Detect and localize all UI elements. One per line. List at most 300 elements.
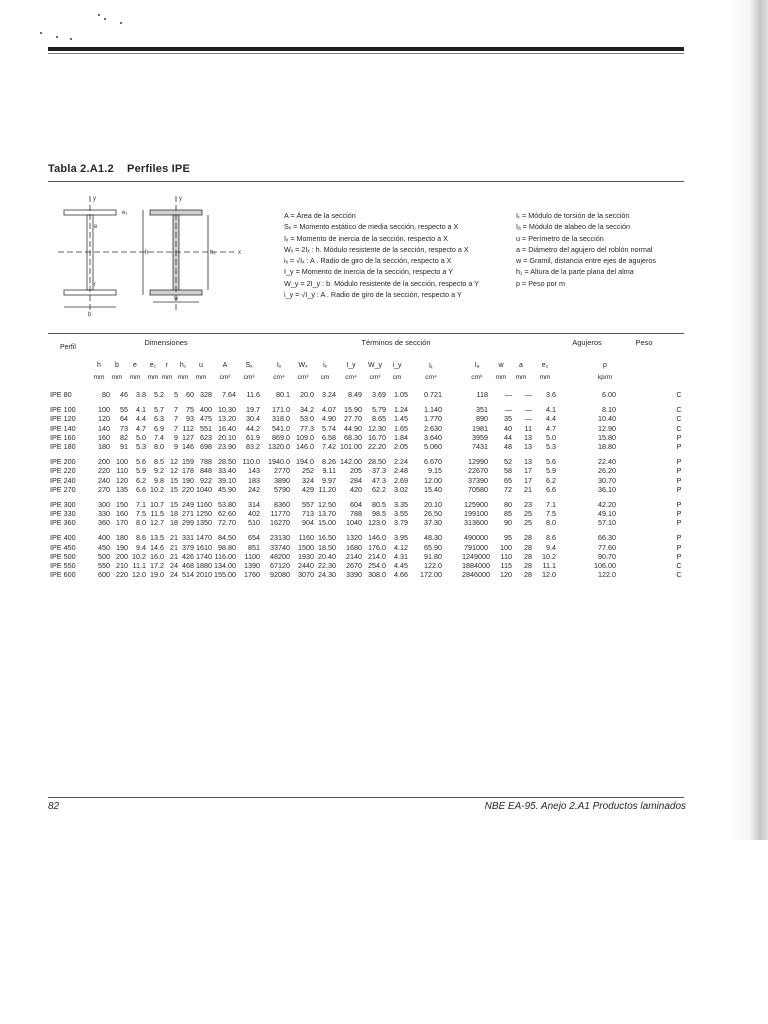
- table-cell: 351: [476, 405, 488, 415]
- table-cell: 143: [248, 466, 260, 476]
- table-cell: 11.6: [246, 390, 260, 399]
- table-cell: 5.0: [136, 432, 146, 442]
- table-cell: 176.0: [368, 542, 386, 552]
- table-cell: 1760: [244, 570, 260, 580]
- table-cell: 7: [174, 423, 178, 433]
- table-cell: 110: [500, 551, 512, 561]
- table-cell: 3.35: [394, 499, 408, 509]
- table-cell: 146.0: [368, 533, 386, 543]
- table-cell: 20.0: [300, 390, 314, 399]
- table-cell: 194.0: [296, 457, 314, 467]
- table-cell: 1249000: [462, 551, 490, 561]
- table-cell: 55: [120, 405, 128, 415]
- table-cell: 890: [476, 414, 488, 424]
- table-cell: 12: [170, 457, 178, 467]
- table-cell: 95: [504, 533, 512, 543]
- legend-line: u = Perímetro de la sección: [516, 233, 604, 243]
- legend-line: w = Gramil, distancia entre ejes de agujeros: [516, 256, 657, 266]
- table-cell: 19.0: [150, 570, 164, 580]
- diagram-label-y: y: [93, 196, 96, 202]
- table-cell: 6.2: [546, 475, 556, 485]
- table-cell: 1.140: [424, 405, 442, 415]
- row-class-code: C: [676, 390, 682, 399]
- table-cell: 100: [116, 457, 128, 467]
- column-unit: cm⁶: [471, 374, 483, 381]
- table-cell: 13.20: [218, 414, 236, 424]
- table-cell: 93: [186, 414, 194, 424]
- table-name: Perfiles IPE: [127, 163, 190, 175]
- header-terminos: Términos de sección: [361, 338, 431, 347]
- table-cell: 200: [98, 457, 110, 467]
- table-cell: 17: [524, 466, 532, 476]
- table-cell: 122.0: [598, 570, 616, 580]
- table-cell: 623: [200, 432, 212, 442]
- row-class-code: C: [676, 405, 682, 415]
- column-symbol: w: [498, 362, 504, 369]
- column-unit: mm: [177, 374, 189, 381]
- table-cell: 3.95: [394, 533, 408, 543]
- table-cell: 48: [504, 441, 512, 451]
- diagram-label-b: b: [88, 312, 92, 318]
- table-cell: 120: [500, 570, 512, 580]
- row-profile-name: IPE 200: [50, 457, 76, 467]
- table-cell: 84.50: [218, 533, 236, 543]
- column-symbol: i_y: [392, 362, 402, 369]
- table-cell: 120: [98, 414, 110, 424]
- table-cell: 12.0: [132, 570, 146, 580]
- table-cell: 98.80: [218, 542, 236, 552]
- row-profile-name: IPE 550: [50, 561, 76, 570]
- column-unit: mm: [195, 374, 207, 381]
- table-cell: 25: [524, 509, 532, 519]
- table-cell: 16.40: [218, 423, 236, 433]
- table-cell: 4.45: [394, 561, 408, 570]
- legend-line: Iₓ = Momento de inercia de la sección, respecto a X: [284, 233, 448, 243]
- table-cell: 1740: [196, 551, 212, 561]
- column-symbol: Iₐ: [474, 362, 480, 369]
- table-cell: 65: [504, 475, 512, 485]
- table-cell: 7.5: [136, 509, 146, 519]
- table-cell: 8.0: [154, 441, 164, 451]
- row-group: [48, 390, 684, 399]
- legend-line: i_y = √I_y : A . Radio de giro de la sección, respecto a Y: [284, 290, 462, 300]
- table-cell: 3070: [298, 570, 314, 580]
- table-cell: 110.0: [242, 457, 260, 467]
- table-cell: 5.7: [154, 405, 164, 415]
- table-cell: 160: [98, 432, 110, 442]
- table-cell: 11.20: [318, 484, 336, 494]
- table-cell: 5.3: [136, 441, 146, 451]
- column-unit: mm: [161, 374, 173, 381]
- table-cell: 4.4: [136, 414, 146, 424]
- table-cell: 57.10: [598, 518, 616, 528]
- legend-line: A = Área de la sección: [284, 211, 356, 220]
- table-cell: 100: [500, 542, 512, 552]
- table-cell: 150: [116, 499, 128, 509]
- table-cell: 429: [302, 484, 314, 494]
- table-cell: 20.10: [218, 432, 236, 442]
- table-cell: 183: [248, 475, 260, 485]
- table-cell: 30.70: [598, 475, 616, 485]
- table-cell: 13: [524, 457, 532, 467]
- table-cell: 20.40: [318, 551, 336, 561]
- row-group: [48, 405, 684, 451]
- column-unit: mm: [129, 374, 141, 381]
- table-cell: 551: [200, 423, 212, 433]
- table-cell: 110: [116, 466, 128, 476]
- page-number: 82: [48, 801, 60, 812]
- diagram-label-h1: h₁: [210, 250, 216, 256]
- table-cell: 7.42: [322, 441, 336, 451]
- table-cell: 3.24: [322, 390, 336, 399]
- table-cell: 475: [200, 414, 212, 424]
- table-cell: 12.0: [542, 570, 556, 580]
- table-cell: 65.90: [424, 542, 442, 552]
- table-cell: 12.30: [368, 423, 386, 433]
- table-cell: 13.5: [150, 533, 164, 543]
- table-cell: 3.8: [136, 390, 146, 399]
- table-row: [48, 424, 684, 433]
- table-cell: 52: [504, 457, 512, 467]
- table-cell: 0.721: [424, 390, 442, 399]
- table-cell: 46: [120, 390, 128, 399]
- table-cell: 5.0: [546, 432, 556, 442]
- table-cell: 1320.0: [268, 441, 290, 451]
- header-peso: Peso: [635, 338, 653, 347]
- legend-left: [284, 210, 506, 300]
- table-cell: 1320: [346, 533, 362, 543]
- column-unit: cm⁴: [273, 374, 285, 381]
- table-cell: 318.0: [272, 414, 290, 424]
- table-cell: 134.00: [214, 561, 236, 570]
- table-cell: 922: [200, 475, 212, 485]
- table-cell: 400: [200, 405, 212, 415]
- table-cell: 7.64: [222, 390, 236, 399]
- table-cell: 4.12: [394, 542, 408, 552]
- table-cell: 214.0: [368, 551, 386, 561]
- row-class-code: P: [676, 509, 682, 519]
- row-class-code: P: [676, 551, 682, 561]
- table-cell: 64: [120, 414, 128, 424]
- table-cell: 1160: [298, 533, 314, 543]
- table-cell: 271: [182, 509, 194, 519]
- table-cell: 21: [170, 551, 178, 561]
- footer-text: NBE EA-95. Anejo 2.A1 Productos laminados: [484, 801, 686, 812]
- table-cell: 90.70: [598, 551, 616, 561]
- table-label: Tabla 2.A1.2: [48, 163, 114, 175]
- table-cell: 5.2: [154, 390, 164, 399]
- table-cell: 331: [182, 533, 194, 543]
- table-cell: 171.0: [272, 405, 290, 415]
- table-cell: 22670: [468, 466, 488, 476]
- table-cell: 1.05: [394, 390, 408, 399]
- row-profile-name: IPE 300: [50, 499, 76, 509]
- table-cell: 90: [504, 518, 512, 528]
- table-cell: 9: [174, 432, 178, 442]
- table-row: [48, 457, 684, 466]
- table-cell: 15.80: [598, 432, 616, 442]
- table-cell: 1884000: [462, 561, 490, 570]
- table-cell: 21: [170, 533, 178, 543]
- diagram-label-e: e: [94, 224, 98, 230]
- table-cell: 1500: [298, 542, 314, 552]
- row-class-code: C: [676, 570, 682, 580]
- table-cell: 16.70: [368, 432, 386, 442]
- table-cell: 510: [248, 518, 260, 528]
- row-class-code: P: [676, 475, 682, 485]
- table-cell: 10.2: [132, 551, 146, 561]
- table-cell: 26.20: [598, 466, 616, 476]
- table-cell: —: [524, 414, 532, 424]
- table-cell: 9.2: [154, 466, 164, 476]
- table-cell: 851: [248, 542, 260, 552]
- table-cell: 159: [182, 457, 194, 467]
- table-cell: 109.0: [296, 432, 314, 442]
- column-unit: mm: [539, 374, 551, 381]
- diagram-label-w: w: [174, 296, 179, 302]
- table-cell: 15: [170, 484, 178, 494]
- table-cell: 1470: [196, 533, 212, 543]
- table-cell: 2.24: [394, 457, 408, 467]
- table-cell: —: [504, 405, 512, 415]
- header-agujeros: Agujeros: [572, 338, 602, 347]
- table-cell: 5.79: [372, 405, 386, 415]
- table-cell: 1981: [472, 423, 488, 433]
- table-cell: 35: [504, 414, 512, 424]
- table-cell: 12990: [468, 457, 488, 467]
- table-cell: 788: [200, 457, 212, 467]
- table-cell: 6.670: [424, 457, 442, 467]
- table-cell: 242: [248, 484, 260, 494]
- column-unit: cm³: [297, 374, 309, 381]
- column-symbol: a: [519, 362, 523, 369]
- table-cell: 10.2: [150, 484, 164, 494]
- table-cell: 200: [116, 551, 128, 561]
- table-cell: 1160: [196, 499, 212, 509]
- table-cell: 190: [116, 542, 128, 552]
- table-cell: 5.9: [546, 466, 556, 476]
- row-profile-name: IPE 80: [50, 390, 72, 399]
- table-cell: 118: [476, 390, 488, 399]
- table-row: [48, 561, 684, 570]
- table-cell: 8.5: [154, 457, 164, 467]
- table-cell: 28: [524, 533, 532, 543]
- table-cell: 34.2: [300, 405, 314, 415]
- table-cell: 11.1: [542, 561, 556, 570]
- legend-line: I_y = Momento de inercia de la sección, respecto a Y: [284, 267, 454, 277]
- table-cell: 146.0: [296, 441, 314, 451]
- table-cell: 22.30: [318, 561, 336, 570]
- table-cell: 1350: [196, 518, 212, 528]
- column-unit: cm³: [369, 374, 381, 381]
- table-cell: 4.1: [546, 405, 556, 415]
- table-cell: 123.0: [368, 518, 386, 528]
- column-symbol: u: [199, 362, 203, 369]
- legend-line: a = Diámetro del agujero del roblón normal: [516, 244, 653, 254]
- table-cell: 16270: [270, 518, 290, 528]
- table-cell: 140: [98, 423, 110, 433]
- column-symbol: b: [115, 362, 119, 369]
- table-cell: 252: [302, 466, 314, 476]
- table-body: [48, 390, 684, 579]
- row-profile-name: IPE 220: [50, 466, 76, 476]
- table-cell: 12.7: [150, 518, 164, 528]
- table-row: [48, 518, 684, 527]
- row-group: [48, 457, 684, 494]
- table-cell: 8.0: [546, 518, 556, 528]
- table-cell: 6.6: [136, 484, 146, 494]
- table-cell: 600: [98, 570, 110, 580]
- table-cell: 127: [182, 432, 194, 442]
- table-cell: 100: [98, 405, 110, 415]
- table-cell: 61.9: [246, 432, 260, 442]
- table-row: [48, 442, 684, 451]
- table-cell: 299: [182, 518, 194, 528]
- table-cell: 1.84: [394, 432, 408, 442]
- table-cell: 4.31: [394, 551, 408, 561]
- table-cell: 8.65: [372, 414, 386, 424]
- table-cell: 220: [98, 466, 110, 476]
- table-cell: 5.060: [424, 441, 442, 451]
- column-symbol: W_y: [368, 362, 382, 369]
- table-cell: 62.60: [218, 509, 236, 519]
- table-cell: 106.00: [594, 561, 616, 570]
- table-cell: 28: [524, 570, 532, 580]
- scan-edge: [728, 0, 768, 840]
- table-cell: 788: [350, 509, 362, 519]
- table-cell: 170: [116, 518, 128, 528]
- row-class-code: P: [676, 533, 682, 543]
- column-unit: mm: [515, 374, 527, 381]
- table-cell: 3.6: [546, 390, 556, 399]
- legend-line: Sₓ = Momento estático de media sección, respecto a X: [284, 222, 459, 232]
- table-cell: 12.90: [598, 423, 616, 433]
- row-class-code: C: [676, 561, 682, 570]
- table-cell: 80: [102, 390, 110, 399]
- table-cell: 33740: [270, 542, 290, 552]
- table-cell: 199100: [464, 509, 488, 519]
- table-cell: 36.10: [598, 484, 616, 494]
- row-profile-name: IPE 330: [50, 509, 76, 519]
- table-row: [48, 552, 684, 561]
- column-symbol: Iₓ: [276, 362, 282, 369]
- table-cell: 30.4: [246, 414, 260, 424]
- column-symbol: Wₓ: [298, 362, 308, 369]
- table-cell: 15: [170, 475, 178, 485]
- table-cell: 21: [170, 542, 178, 552]
- table-cell: 23.90: [218, 441, 236, 451]
- column-unit: mm: [111, 374, 123, 381]
- legend-line: Iₐ = Módulo de alabeo de la sección: [516, 222, 630, 232]
- table-cell: 26.50: [424, 509, 442, 519]
- table-cell: 2846000: [462, 570, 490, 580]
- table-cell: 17: [524, 475, 532, 485]
- table-cell: 3959: [472, 432, 488, 442]
- column-symbol: Iₜ: [428, 363, 433, 370]
- table-cell: 37.30: [424, 518, 442, 528]
- table-cell: 77.3: [300, 423, 314, 433]
- table-cell: 115: [500, 561, 512, 570]
- table-cell: 7: [174, 414, 178, 424]
- table-cell: 4.07: [322, 405, 336, 415]
- table-cell: 15.90: [344, 405, 362, 415]
- table-cell: 3.640: [424, 432, 442, 442]
- diagram-label-e1: e₁: [122, 210, 128, 216]
- table-cell: 308.0: [368, 570, 386, 580]
- table-cell: 60: [186, 390, 194, 399]
- row-profile-name: IPE 180: [50, 441, 76, 451]
- table-cell: 70580: [468, 484, 488, 494]
- column-unit: mm: [93, 374, 105, 381]
- header-perfil: Perfil: [60, 344, 76, 351]
- table-cell: 328: [200, 390, 212, 399]
- table-cell: 23130: [270, 533, 290, 543]
- table-cell: 13: [524, 432, 532, 442]
- header-dimensiones: Dimensiones: [144, 338, 188, 347]
- table-cell: 15: [170, 499, 178, 509]
- table-cell: 73: [120, 423, 128, 433]
- table-cell: 53.0: [300, 414, 314, 424]
- table-cell: 654: [248, 533, 260, 543]
- table-cell: 4.7: [546, 423, 556, 433]
- table-cell: 300: [98, 499, 110, 509]
- table-cell: 400: [98, 533, 110, 543]
- table-cell: 3390: [346, 570, 362, 580]
- table-cell: 2670: [346, 561, 362, 570]
- row-profile-name: IPE 450: [50, 542, 76, 552]
- column-symbol: p: [603, 362, 607, 369]
- ipe-table: [48, 333, 684, 579]
- column-unit: cm⁴: [425, 374, 437, 381]
- table-cell: 155.00: [214, 570, 236, 580]
- table-cell: 1250: [196, 509, 212, 519]
- table-row: [48, 405, 684, 414]
- table-cell: 135: [116, 484, 128, 494]
- table-cell: 44.90: [344, 423, 362, 433]
- row-profile-name: IPE 270: [50, 484, 76, 494]
- row-class-code: C: [676, 423, 682, 433]
- table-cell: 17.2: [150, 561, 164, 570]
- table-cell: 15.40: [424, 484, 442, 494]
- column-symbol: r: [165, 362, 169, 369]
- table-cell: 4.66: [394, 570, 408, 580]
- row-class-code: P: [676, 484, 682, 494]
- table-cell: 500: [98, 551, 110, 561]
- diagram-label-x: x: [238, 250, 241, 256]
- table-cell: 12.50: [318, 499, 336, 509]
- table-cell: 4.4: [546, 414, 556, 424]
- table-cell: 1680: [346, 542, 362, 552]
- table-cell: 48.30: [424, 533, 442, 543]
- table-cell: 14.6: [150, 542, 164, 552]
- table-cell: 172.00: [420, 570, 442, 580]
- table-cell: 2.69: [394, 475, 408, 485]
- header-rule-thick: [48, 47, 684, 51]
- table-cell: 13: [524, 441, 532, 451]
- column-symbol: e: [133, 362, 137, 369]
- row-profile-name: IPE 240: [50, 475, 76, 485]
- table-cell: 7.1: [136, 499, 146, 509]
- table-cell: 42.20: [598, 499, 616, 509]
- table-cell: 7431: [472, 441, 488, 451]
- table-cell: 18: [170, 518, 178, 528]
- table-cell: 68.30: [344, 432, 362, 442]
- column-unit: cm: [392, 374, 402, 381]
- table-cell: 5.6: [546, 457, 556, 467]
- table-cell: 9.11: [322, 466, 336, 476]
- table-cell: 16.0: [150, 551, 164, 561]
- table-cell: 5: [174, 390, 178, 399]
